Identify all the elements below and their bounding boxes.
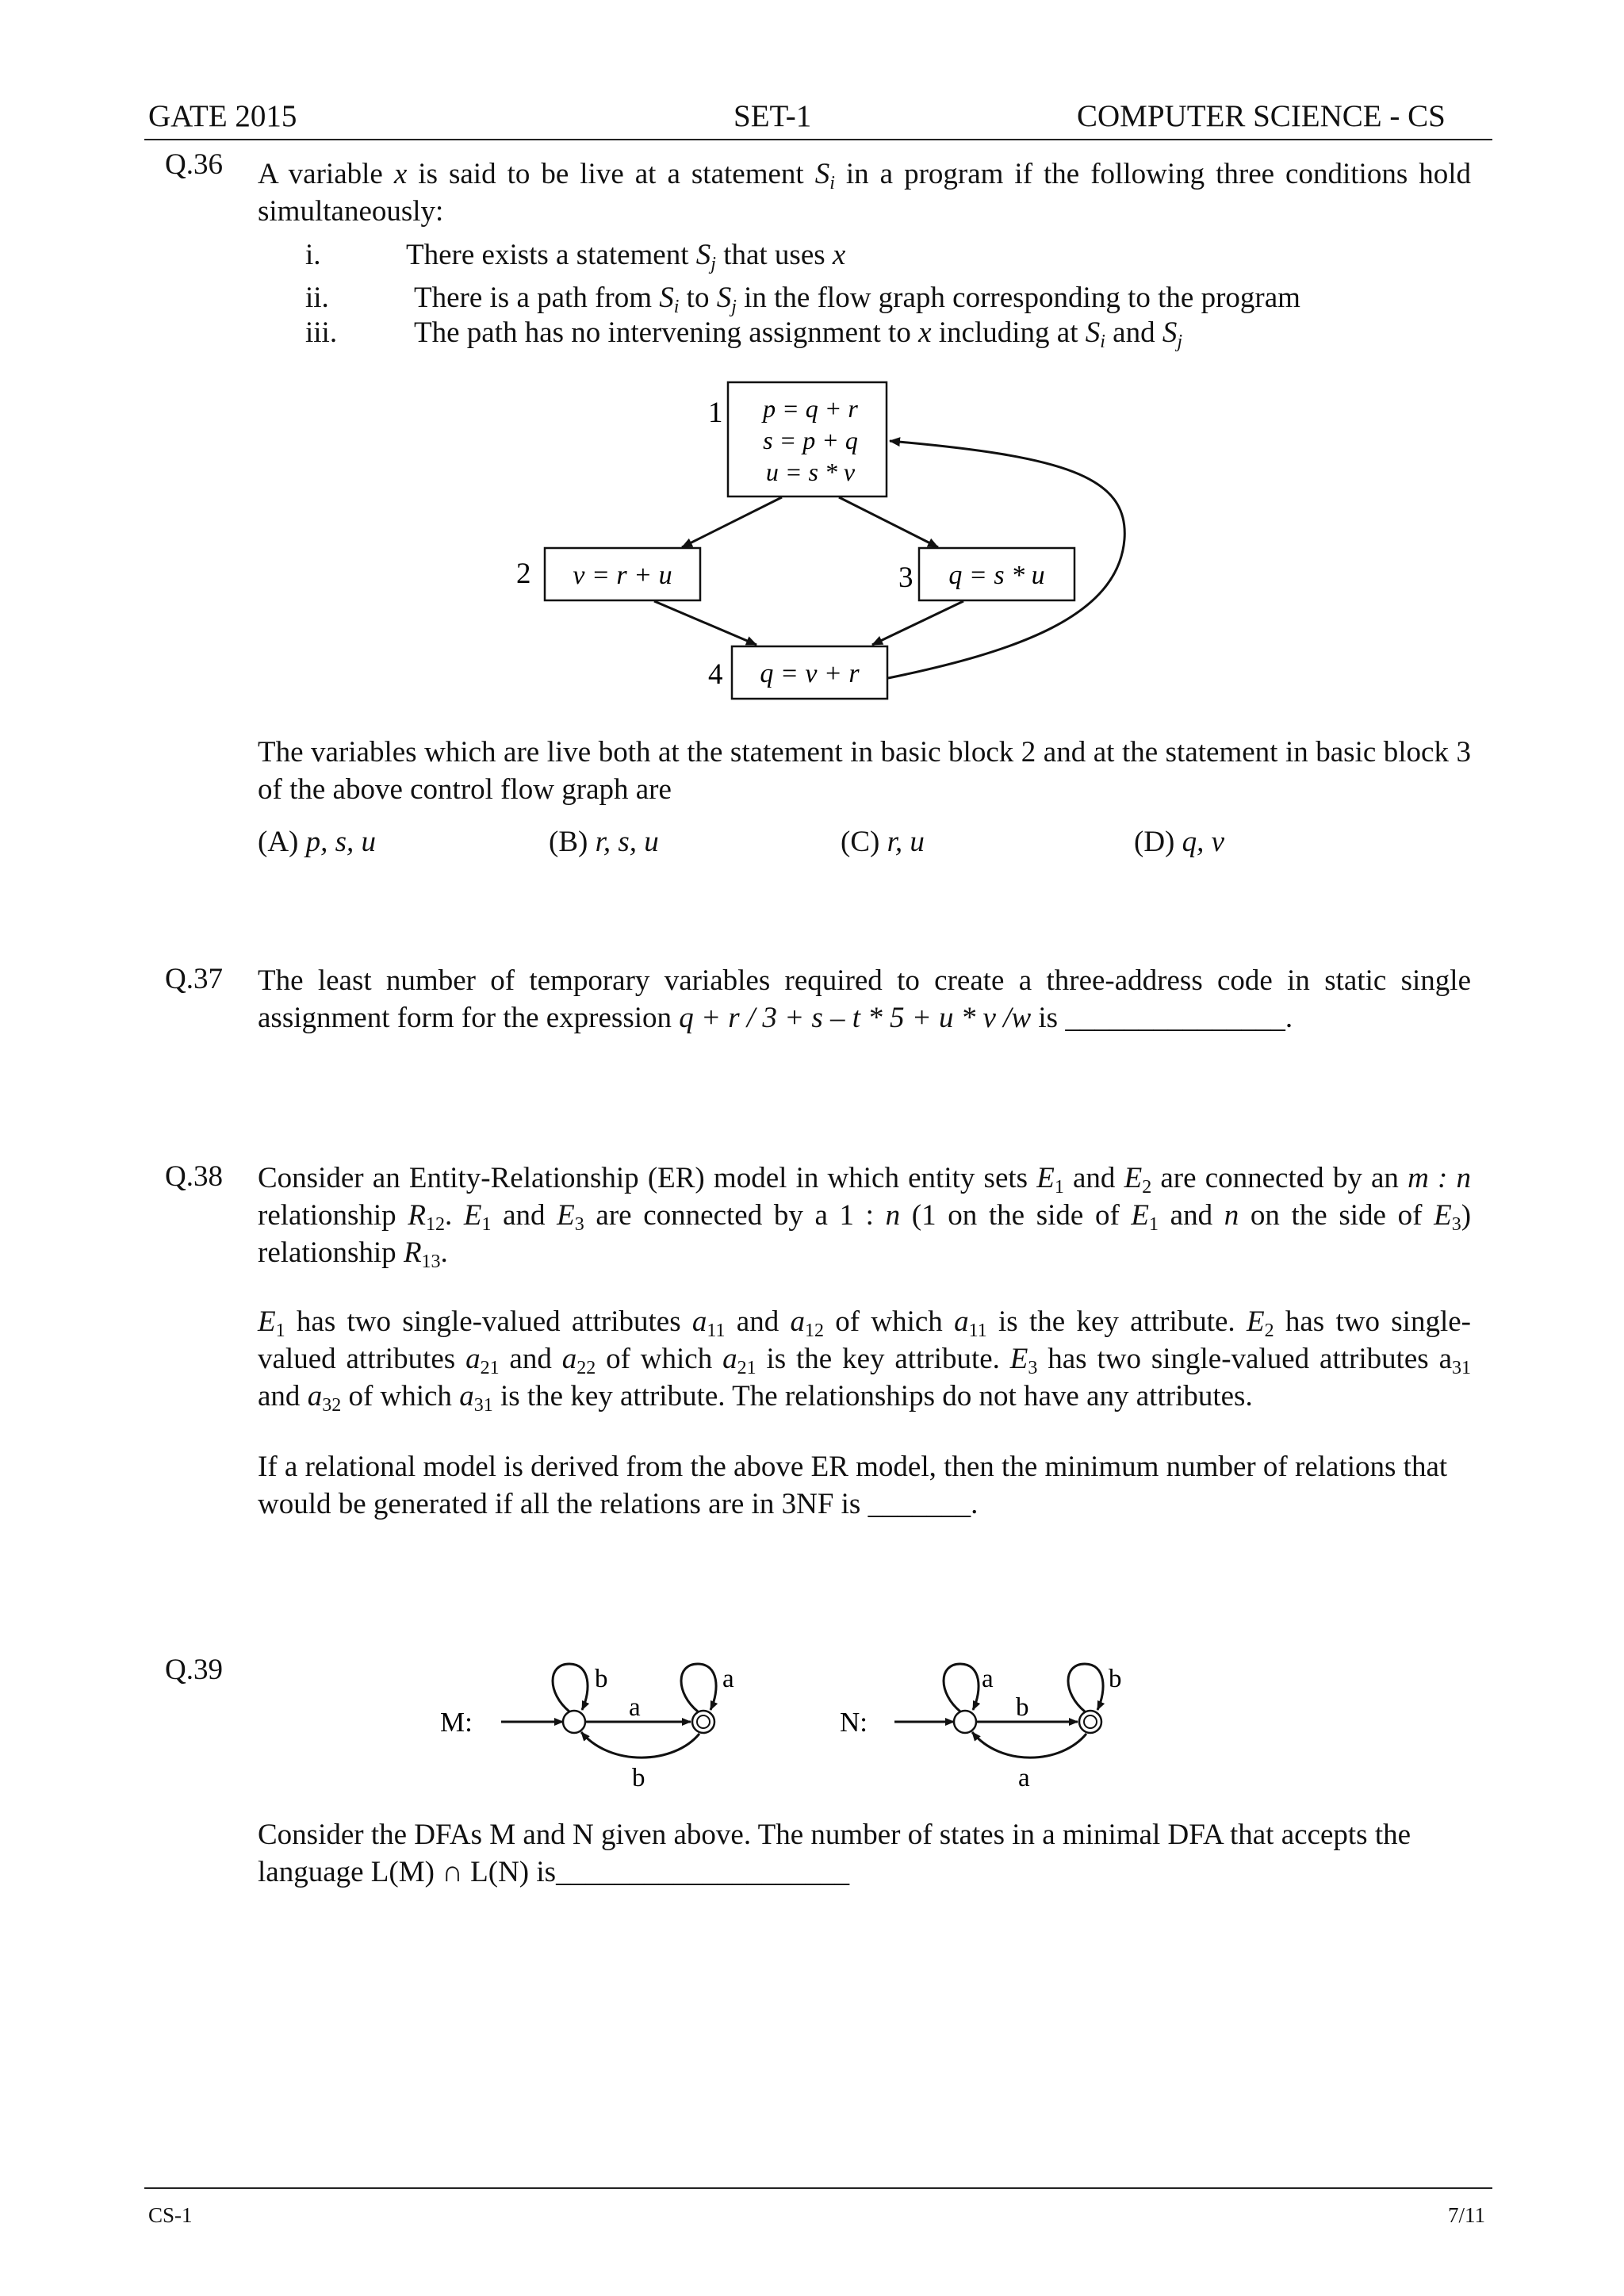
- q39-number: Q.39: [165, 1654, 223, 1686]
- dfa-n-accept-loop: [1068, 1664, 1103, 1711]
- dfa-n-accept-state: [1079, 1711, 1101, 1733]
- q36-option-a: (A) p, s, u: [258, 826, 377, 858]
- block-3-stmt: q = s * u: [948, 561, 1045, 590]
- q36-option-d: (D) q, v: [1134, 826, 1225, 858]
- dfa-n-start-loop: [944, 1664, 979, 1711]
- block-1-stmt-2: s = p + q: [763, 426, 858, 454]
- header-subject: COMPUTER SCIENCE - CS: [1077, 99, 1446, 133]
- dfa-n-back-symbol: a: [1018, 1764, 1030, 1792]
- edge-4-1: [888, 441, 1124, 678]
- edge-2-4: [654, 601, 756, 645]
- dfa-n-loop-start-symbol: a: [982, 1665, 994, 1693]
- dfa-m-label: M:: [440, 1707, 473, 1738]
- edge-1-3: [839, 497, 938, 547]
- q36-intro: A variable x is said to be live at a statement $S_i$ in a program if the following three conditions hold simultaneously:: [258, 158, 1472, 228]
- q37-number: Q.37: [165, 963, 223, 995]
- block-2-label: 2: [516, 558, 531, 590]
- edge-1-2: [682, 497, 782, 547]
- header-exam: GATE 2015: [148, 99, 297, 133]
- q38-paragraph-2: $E_1$ has two single-valued attributes $a_{11}$ and $a_{12}$ of which $a_{11}$ is the key attribute. $E_2$ has two single-valued attributes $a_{21}$ and $a_{22}$ of which $a_{21}$ is the key attribute. $E_3$ has two single-valued attributes $a_{31}$ and $a_{32}$ of which $a_{31}$ is the key attribute. The relationships do not have any attributes.: [258, 1305, 1471, 1416]
- header-set: SET-1: [733, 99, 812, 133]
- block-1-label: 1: [708, 397, 723, 429]
- dfa-m-accept-state: [692, 1711, 714, 1733]
- q36-cond-2-num: ii.: [305, 282, 329, 314]
- block-1-stmt-1: p = q + r: [763, 394, 858, 423]
- q36-cond-1: There exists a statement $S_j$ that uses x: [406, 239, 846, 274]
- q38-paragraph-3: If a relational model is derived from the above ER model, then the minimum number of relations that would be generated if all the relations are in 3NF is _______.: [258, 1451, 1448, 1520]
- dfa-n: [840, 1664, 1122, 1792]
- q36-option-b: (B) r, s, u: [549, 826, 659, 858]
- block-4-label: 4: [708, 658, 723, 691]
- block-4-stmt: q = v + r: [760, 659, 860, 688]
- dfa-n-label: N:: [840, 1707, 868, 1738]
- page-number: 7/11: [1448, 2203, 1485, 2227]
- dfa-n-forward-symbol: b: [1016, 1693, 1029, 1722]
- dfa-m-start-state: [563, 1711, 585, 1733]
- q36-number: Q.36: [165, 148, 223, 181]
- block-1-stmt-3: u = s * v: [765, 458, 856, 486]
- dfa-m-back-edge: [581, 1732, 699, 1757]
- q39-question: Consider the DFAs M and N given above. The number of states in a minimal DFA that accepts the language L(M) ∩ L(N) is____________________: [258, 1819, 1411, 1888]
- q37-text: The least number of temporary variables required to create a three-address code in static single assignment form for the expression q + r / 3 + s – t * 5 + u * v /w is _______________.: [258, 964, 1471, 1034]
- q36-cond-2: There is a path from $S_i$ to $S_j$ in the flow graph corresponding to the program: [414, 282, 1300, 317]
- q38-paragraph-1: Consider an Entity-Relationship (ER) model in which entity sets $E_1$ and $E_2$ are connected by an m : n relationship $R_{12}$. $E_1$ and $E_3$ are connected by a 1 : n (1 on the side of $E_1$ and n on the side of $E_3$) relationship $R_{13}$.: [258, 1162, 1472, 1272]
- q36-question: The variables which are live both at the statement in basic block 2 and at the statement in basic block 3 of the above control flow graph are: [258, 736, 1471, 806]
- q36-option-c: (C) r, u: [841, 826, 925, 858]
- dfa-m-start-loop: [553, 1664, 588, 1711]
- q36-cond-1-num: i.: [305, 239, 321, 271]
- footer-code: CS-1: [148, 2203, 193, 2227]
- dfa-m-loop-start-symbol: b: [595, 1665, 608, 1693]
- q38-number: Q.38: [165, 1160, 223, 1193]
- block-3-label: 3: [898, 562, 914, 594]
- edge-3-4: [872, 601, 963, 645]
- dfa-m-loop-accept-symbol: a: [722, 1665, 734, 1693]
- dfa-m-back-symbol: b: [632, 1764, 645, 1792]
- block-2-stmt: v = r + u: [573, 561, 672, 590]
- q36-cond-3-num: iii.: [305, 316, 338, 349]
- dfa-m-forward-symbol: a: [629, 1693, 641, 1722]
- footer-rule: [144, 2187, 1492, 2189]
- dfa-m: [440, 1664, 734, 1792]
- dfa-n-start-state: [954, 1711, 976, 1733]
- dfa-m-accept-loop: [681, 1664, 716, 1711]
- dfa-n-loop-accept-symbol: b: [1109, 1665, 1122, 1693]
- q36-cond-3: The path has no intervening assignment to x including at $S_i$ and $S_j$: [414, 316, 1183, 352]
- dfa-n-back-edge: [972, 1732, 1086, 1757]
